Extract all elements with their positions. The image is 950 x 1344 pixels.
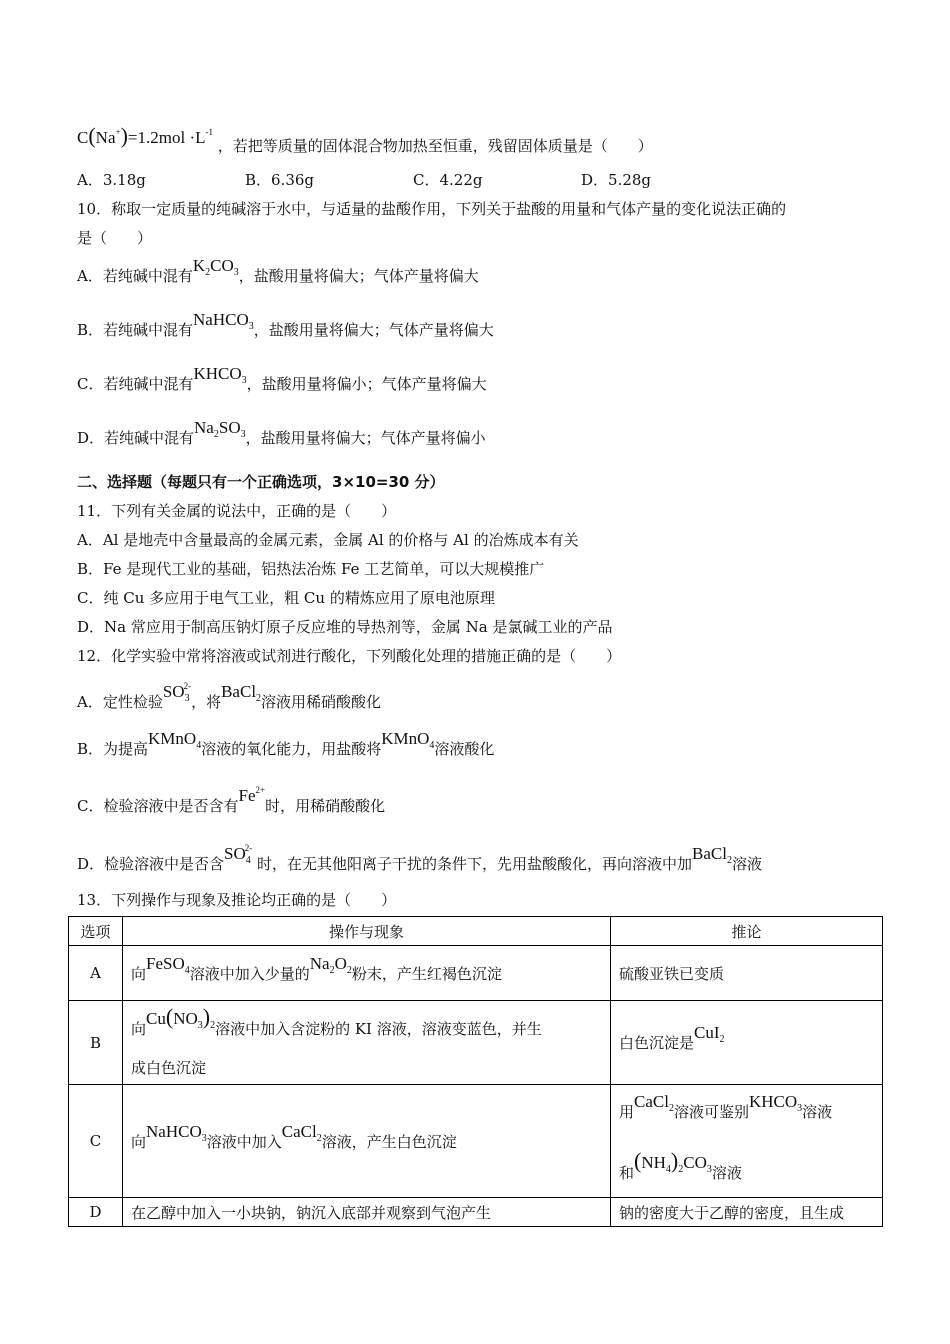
table-row-c[interactable] [69,1085,883,1198]
row-key: C [69,1085,123,1198]
table-row-b[interactable] [69,1001,883,1085]
kmno4-formula-2: KMnO$_4$ [381,729,435,751]
q13-stem: 13．下列操作与现象及推论均正确的是（ ） [77,891,397,909]
q10-option-b[interactable]: B．若纯碱中混有NaHCO$_3$，盐酸用量将偏大；气体产量将偏大 [77,310,494,339]
cacl2-formula-2: CaCl$_2$ [634,1092,674,1114]
table-row-a[interactable] [69,946,883,1001]
q10-option-d[interactable]: D．若纯碱中混有$Na_2SO_3$，盐酸用量将偏大；气体产量将偏小 [77,418,486,447]
q9-option-d[interactable]: D．5.28g [581,171,652,189]
q12-option-c[interactable]: C．检验溶液中是否含有$Fe^{2+}$时，用稀硝酸酸化 [77,785,386,815]
copper-nitrate-formula: $Cu(NO_3)_2$ [146,1004,216,1031]
kmno4-formula: KMnO$_4$ [148,729,202,751]
q12-option-d[interactable]: D．检验溶液中是否含$SO_4^{2-}$ 时，在无其他阳离子干扰的条件下，先用盐酸酸化，再向溶液中加BaCl$_2$溶液 [77,843,763,873]
row-inference: 硫酸亚铁已变质 [611,946,883,1001]
row-key: A [69,946,123,1001]
q9-option-b[interactable]: B．6.36g [245,171,315,189]
q11-option-d[interactable]: D．Na 常应用于制高压钠灯原子反应堆的导热剂等，金属 Na 是氯碱工业的产品 [77,618,613,636]
q11-option-a[interactable]: A．Al 是地壳中含量最高的金属元素，金属 Al 的价格与 Al 的冶炼成本有关 [77,531,579,549]
ferrous-ion: $Fe^{2+}$ [238,785,266,805]
q10-stem-line1: 10．称取一定质量的纯碱溶于水中，与适量的盐酸作用，下列关于盐酸的用量和气体产量的变化说法正确的 [77,200,787,218]
cacl2-formula: CaCl$_2$ [281,1121,322,1144]
q9-tail-text: ，若把等质量的固体混合物加热至恒重，残留固体质量是（ ） [217,137,653,155]
bacl2-formula-2: BaCl$_2$ [692,844,732,866]
ammonium-carbonate-formula: $(NH_4)_2CO_3$ [634,1148,712,1175]
sulfite-ion: $SO_3^{2-}$ [162,681,192,704]
nahco3-formula-2: NaHCO$_3$ [146,1121,207,1144]
q9-option-c[interactable]: C．4.22g [413,171,483,189]
nahco3-formula: NaHCO$_3$ [193,310,254,332]
khco3-formula-2: $KHCO_3$ [748,1092,803,1114]
header-option: 选项 [69,917,123,946]
row-inference: 白色沉淀是CuI$_2$ [611,1001,883,1085]
q9-tail-line [77,123,653,156]
feso4-formula: FeSO$_4$ [146,953,190,976]
sulfate-ion: $SO_4^{2-}$ [224,843,253,866]
sodium-concentration-formula: $C(Na^+)=1.2mol \cdot L^{-1}$ [77,123,213,148]
q11-option-c[interactable]: C．纯 Cu 多应用于电气工业，粗 Cu 的精炼应用了原电池原理 [77,589,495,607]
row-key: D [69,1198,123,1227]
q12-option-b[interactable]: B．为提高KMnO$_4$溶液的氧化能力，用盐酸将KMnO$_4$溶液酸化 [77,729,495,758]
na2o2-formula: $Na_2O_2$ [309,953,352,976]
khco3-formula: $KHCO_3$ [193,364,247,386]
q12-option-a[interactable]: A．定性检验$SO_3^{2-}$，将BaCl$_2$溶液用稀硝酸酸化 [77,681,382,711]
table-header-row [69,917,883,946]
k2co3-formula: $K_2CO_3$ [192,256,239,278]
row-inference: 钠的密度大于乙醇的密度，且生成 [611,1198,883,1227]
header-operation: 操作与现象 [123,917,611,946]
header-inference: 推论 [611,917,883,946]
na2so3-formula: $Na_2SO_3$ [194,418,246,440]
q10-option-a[interactable]: A．若纯碱中混有$K_2CO_3$，盐酸用量将偏大；气体产量将偏大 [77,256,479,285]
q12-stem: 12．化学实验中常将溶液或试剂进行酸化，下列酸化处理的措施正确的是（ ） [77,647,622,665]
row-operation: 在乙醇中加入一小块钠，钠沉入底部并观察到气泡产生 [123,1198,611,1227]
row-operation: 向FeSO$_4$溶液中加入少量的$Na_2O_2$粉末，产生红褐色沉淀 [123,946,611,1001]
section-2-heading: 二、选择题（每题只有一个正确选项，3×10=30 分） [77,473,445,491]
bacl2-formula: BaCl$_2$ [221,682,262,704]
q11-stem: 11．下列有关金属的说法中，正确的是（ ） [77,502,397,520]
cui2-formula: CuI$_2$ [694,1023,725,1045]
q10-stem-line2: 是（ ） [77,229,153,247]
row-inference: 用CaCl$_2$溶液可鉴别$KHCO_3$溶液 和$(NH_4)_2CO_3$溶液 [611,1085,883,1198]
table-row-d[interactable] [69,1198,883,1227]
row-operation: 向$Cu(NO_3)_2$溶液中加入含淀粉的 KI 溶液，溶液变蓝色，并生 成白色沉淀 [123,1001,611,1085]
q10-option-c[interactable]: C．若纯碱中混有$KHCO_3$，盐酸用量将偏小；气体产量将偏大 [77,364,487,393]
row-key: B [69,1001,123,1085]
row-operation: 向NaHCO$_3$溶液中加入CaCl$_2$溶液，产生白色沉淀 [123,1085,611,1198]
q9-options [77,170,749,190]
q11-option-b[interactable]: B．Fe 是现代工业的基础，铝热法冶炼 Fe 工艺简单，可以大规模推广 [77,560,545,578]
q9-option-a[interactable]: A．3.18g [77,171,146,189]
q13-table [68,916,883,1227]
